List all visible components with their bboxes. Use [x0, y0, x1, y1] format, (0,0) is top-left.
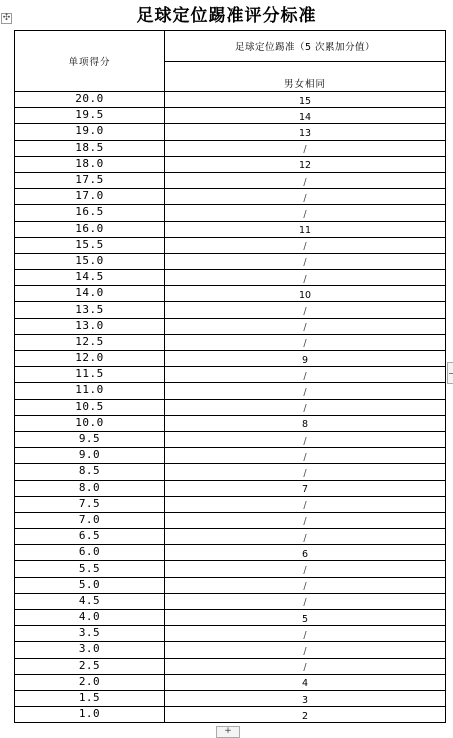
- score-cell[interactable]: [15, 496, 165, 512]
- score-cell[interactable]: [15, 464, 165, 480]
- table-row: [15, 464, 446, 480]
- standard-cell[interactable]: [165, 448, 446, 464]
- score-table: [14, 30, 446, 723]
- table-row: [15, 351, 446, 367]
- table-row: [15, 334, 446, 350]
- score-cell[interactable]: [15, 642, 165, 658]
- subheader-cell[interactable]: [165, 62, 446, 92]
- standard-cell[interactable]: [165, 156, 446, 172]
- table-row: [15, 92, 446, 108]
- score-cell[interactable]: [15, 270, 165, 286]
- score-cell[interactable]: [15, 318, 165, 334]
- table-row: [15, 480, 446, 496]
- score-value: 6.0: [78, 545, 101, 559]
- standard-value: /: [303, 403, 307, 415]
- table-row: [15, 399, 446, 415]
- score-cell[interactable]: [15, 205, 165, 221]
- score-cell[interactable]: [15, 253, 165, 269]
- score-value: 11.0: [75, 383, 104, 397]
- score-cell[interactable]: [15, 674, 165, 690]
- standard-cell[interactable]: [165, 561, 446, 577]
- table-row: [15, 512, 446, 528]
- table-row: [15, 221, 446, 237]
- standard-cell[interactable]: [165, 545, 446, 561]
- score-cell[interactable]: [15, 512, 165, 528]
- standard-cell[interactable]: [165, 189, 446, 205]
- score-value: 19.5: [75, 108, 104, 122]
- table-row: [15, 302, 446, 318]
- table-row: [15, 189, 446, 205]
- score-value: 9.0: [78, 448, 101, 462]
- score-cell[interactable]: [15, 658, 165, 674]
- standard-cell[interactable]: [165, 383, 446, 399]
- score-table-body: [15, 31, 446, 723]
- table-row: [15, 367, 446, 383]
- standard-value: /: [303, 338, 307, 350]
- standard-value: /: [303, 565, 307, 577]
- score-cell[interactable]: [15, 690, 165, 706]
- score-value: 10.0: [75, 415, 104, 429]
- table-row: [15, 415, 446, 431]
- table-move-handle-icon[interactable]: ✣: [2, 13, 11, 23]
- score-cell[interactable]: [15, 237, 165, 253]
- table-row: [15, 205, 446, 221]
- score-cell[interactable]: [15, 431, 165, 447]
- table-row: [15, 286, 446, 302]
- table-row: [15, 253, 446, 269]
- table-row: [15, 593, 446, 609]
- score-value: 18.5: [75, 140, 104, 154]
- table-row: [15, 237, 446, 253]
- score-cell[interactable]: [15, 302, 165, 318]
- score-value: 12.5: [75, 334, 104, 348]
- score-cell[interactable]: [15, 529, 165, 545]
- score-value: 17.0: [75, 189, 104, 203]
- score-value: 3.0: [78, 642, 101, 656]
- header-standard-label: 足球定位踢准（5 次累加分值）: [234, 42, 376, 53]
- score-value: 17.5: [75, 173, 104, 187]
- standard-value: /: [303, 176, 307, 188]
- score-value: 13.5: [75, 302, 104, 316]
- score-value: 4.0: [78, 610, 101, 624]
- score-value: 4.5: [78, 593, 101, 607]
- standard-value: /: [303, 451, 307, 463]
- score-value: 7.5: [78, 496, 101, 510]
- table-row: [15, 108, 446, 124]
- score-value: 15.0: [75, 253, 104, 267]
- score-value: 14.5: [75, 270, 104, 284]
- standard-value: /: [303, 273, 307, 285]
- score-cell[interactable]: [15, 351, 165, 367]
- score-cell[interactable]: [15, 156, 165, 172]
- standard-cell[interactable]: [165, 674, 446, 690]
- score-cell[interactable]: [15, 593, 165, 609]
- standard-cell[interactable]: [165, 415, 446, 431]
- score-cell[interactable]: [15, 108, 165, 124]
- score-cell[interactable]: [15, 415, 165, 431]
- score-cell[interactable]: [15, 334, 165, 350]
- standard-cell[interactable]: [165, 642, 446, 658]
- table-row: [15, 577, 446, 593]
- standard-value: 10: [298, 289, 312, 301]
- score-value: 20.0: [75, 92, 104, 106]
- standard-value: /: [303, 597, 307, 609]
- table-row: [15, 124, 446, 140]
- standard-value: 4: [301, 678, 309, 690]
- score-value: 2.5: [78, 658, 101, 672]
- score-value: 8.5: [78, 464, 101, 478]
- table-row: [15, 545, 446, 561]
- standard-value: /: [303, 144, 307, 156]
- standard-cell[interactable]: [165, 431, 446, 447]
- standard-cell[interactable]: [165, 140, 446, 156]
- standard-value: /: [303, 467, 307, 479]
- score-value: 7.0: [78, 512, 101, 526]
- standard-value: 14: [298, 111, 312, 123]
- standard-value: 9: [301, 354, 309, 366]
- standard-value: /: [303, 257, 307, 269]
- score-cell[interactable]: [15, 707, 165, 723]
- standard-value: 12: [298, 160, 312, 172]
- score-value: 2.0: [78, 674, 101, 688]
- table-row: [15, 561, 446, 577]
- standard-value: 11: [298, 225, 312, 237]
- standard-cell[interactable]: [165, 626, 446, 642]
- score-value: 5.5: [78, 561, 101, 575]
- score-value: 1.5: [78, 691, 101, 705]
- score-value: 12.0: [75, 351, 104, 365]
- standard-value: /: [303, 386, 307, 398]
- score-cell[interactable]: [15, 626, 165, 642]
- standard-value: /: [303, 370, 307, 382]
- table-row: [15, 270, 446, 286]
- score-cell[interactable]: [15, 383, 165, 399]
- standard-cell[interactable]: [165, 496, 446, 512]
- table-row: [15, 674, 446, 690]
- standard-cell[interactable]: [165, 270, 446, 286]
- side-scroll-tab[interactable]: [447, 362, 453, 384]
- score-cell[interactable]: [15, 610, 165, 626]
- standard-cell[interactable]: [165, 399, 446, 415]
- standard-cell[interactable]: [165, 302, 446, 318]
- header-score-cell[interactable]: [15, 31, 165, 92]
- score-value: 16.5: [75, 205, 104, 219]
- standard-cell[interactable]: [165, 512, 446, 528]
- standard-value: 13: [298, 127, 312, 139]
- score-cell[interactable]: [15, 172, 165, 188]
- score-value: 3.5: [78, 626, 101, 640]
- score-cell[interactable]: [15, 399, 165, 415]
- table-row: [15, 431, 446, 447]
- score-value: 5.0: [78, 577, 101, 591]
- score-value: 1.0: [78, 707, 101, 721]
- standard-cell[interactable]: [165, 334, 446, 350]
- score-value: 15.5: [75, 237, 104, 251]
- score-cell[interactable]: [15, 189, 165, 205]
- standard-cell[interactable]: [165, 480, 446, 496]
- subheader-label: 男女相同: [283, 78, 326, 90]
- standard-cell[interactable]: [165, 221, 446, 237]
- standard-value: /: [303, 208, 307, 220]
- score-cell[interactable]: [15, 140, 165, 156]
- score-cell[interactable]: [15, 480, 165, 496]
- score-value: 11.5: [75, 367, 104, 381]
- score-value: 6.5: [78, 529, 101, 543]
- header-score-label: 单项得分: [68, 57, 111, 68]
- standard-value: /: [303, 516, 307, 528]
- standard-value: 15: [298, 95, 312, 107]
- standard-cell[interactable]: [165, 108, 446, 124]
- table-row: [15, 529, 446, 545]
- table-row: [15, 318, 446, 334]
- standard-cell[interactable]: [165, 318, 446, 334]
- standard-cell[interactable]: [165, 690, 446, 706]
- table-row: [15, 658, 446, 674]
- standard-value: /: [303, 192, 307, 204]
- standard-cell[interactable]: [165, 286, 446, 302]
- standard-cell[interactable]: [165, 92, 446, 108]
- table-row: [15, 626, 446, 642]
- table-row: [15, 448, 446, 464]
- standard-cell[interactable]: [165, 172, 446, 188]
- standard-value: 8: [301, 419, 309, 431]
- standard-cell[interactable]: [165, 351, 446, 367]
- table-row: [15, 140, 446, 156]
- standard-value: /: [303, 532, 307, 544]
- standard-cell[interactable]: [165, 205, 446, 221]
- table-row: [15, 383, 446, 399]
- standard-value: /: [303, 662, 307, 674]
- standard-value: /: [303, 629, 307, 641]
- score-value: 9.5: [78, 432, 101, 446]
- score-value: 16.0: [75, 221, 104, 235]
- score-value: 8.0: [78, 480, 101, 494]
- standard-cell[interactable]: [165, 529, 446, 545]
- table-row: [15, 707, 446, 723]
- score-cell[interactable]: [15, 286, 165, 302]
- standard-cell[interactable]: [165, 237, 446, 253]
- table-row: [15, 156, 446, 172]
- table-row: [15, 690, 446, 706]
- standard-value: 3: [301, 694, 309, 706]
- score-cell[interactable]: [15, 448, 165, 464]
- score-cell[interactable]: [15, 124, 165, 140]
- score-value: 14.0: [75, 286, 104, 300]
- standard-value: 5: [301, 613, 309, 625]
- score-cell[interactable]: [15, 545, 165, 561]
- score-cell[interactable]: [15, 92, 165, 108]
- score-cell[interactable]: [15, 367, 165, 383]
- standard-value: /: [303, 322, 307, 334]
- header-row: [15, 31, 446, 62]
- standard-cell[interactable]: [165, 658, 446, 674]
- score-value: 18.0: [75, 156, 104, 170]
- score-value: 19.0: [75, 124, 104, 138]
- standard-cell[interactable]: [165, 464, 446, 480]
- document-title: 足球定位踢准评分标准: [136, 6, 317, 26]
- standard-cell[interactable]: [165, 253, 446, 269]
- standard-value: /: [303, 500, 307, 512]
- table-row: [15, 172, 446, 188]
- score-value: 10.5: [75, 399, 104, 413]
- standard-value: 7: [301, 484, 309, 496]
- standard-value: /: [303, 241, 307, 253]
- header-standard-cell[interactable]: [165, 31, 446, 62]
- add-row-button[interactable]: +: [216, 726, 240, 738]
- standard-value: /: [303, 435, 307, 447]
- score-cell[interactable]: [15, 221, 165, 237]
- standard-value: /: [303, 581, 307, 593]
- score-value: 13.0: [75, 318, 104, 332]
- table-row: [15, 496, 446, 512]
- standard-cell[interactable]: [165, 707, 446, 723]
- standard-value: 6: [301, 548, 309, 560]
- table-row: [15, 642, 446, 658]
- score-cell[interactable]: [15, 561, 165, 577]
- standard-cell[interactable]: [165, 367, 446, 383]
- standard-cell[interactable]: [165, 593, 446, 609]
- standard-cell[interactable]: [165, 124, 446, 140]
- standard-value: 2: [301, 710, 309, 722]
- standard-value: /: [303, 645, 307, 657]
- standard-value: /: [303, 306, 307, 318]
- score-cell[interactable]: [15, 577, 165, 593]
- standard-cell[interactable]: [165, 610, 446, 626]
- table-row: [15, 610, 446, 626]
- standard-cell[interactable]: [165, 577, 446, 593]
